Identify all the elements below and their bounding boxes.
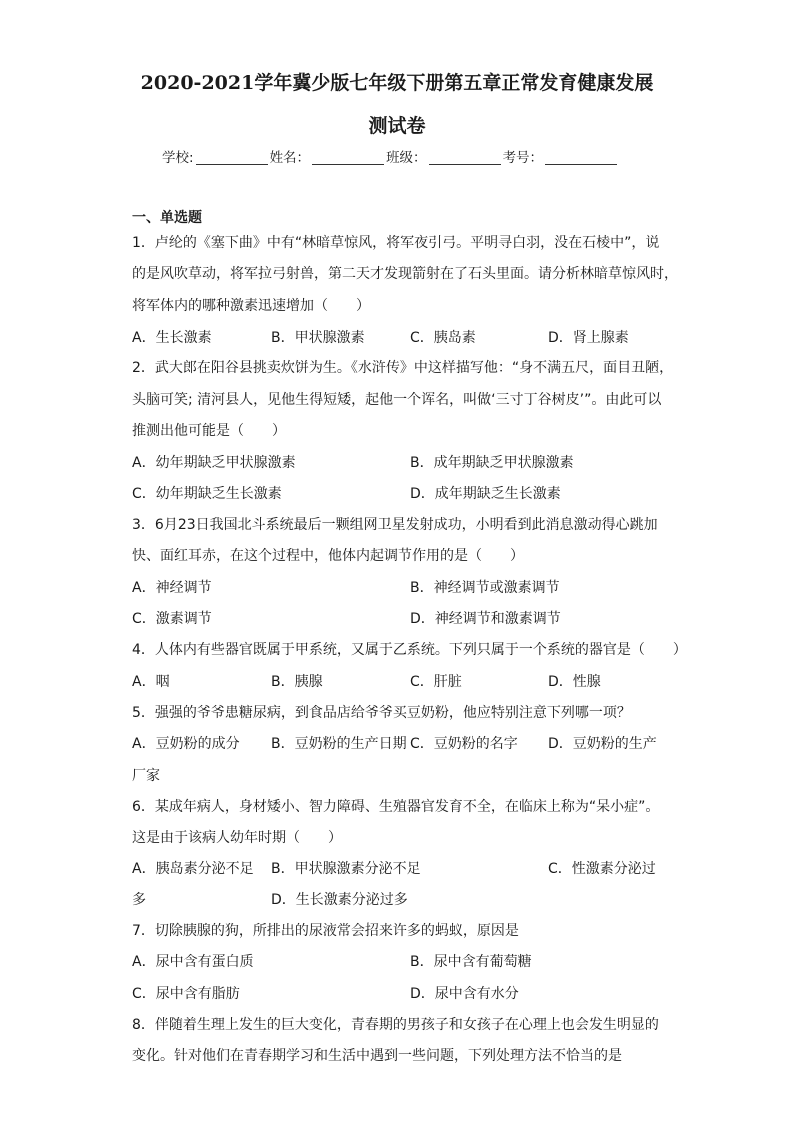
question-6-option-c-continued: 多: [132, 892, 146, 908]
page-title: 2020-2021学年冀少版七年级下册第五章正常发育健康发展: [140, 72, 654, 94]
question-5-option-a: A．豆奶粉的成分: [132, 736, 240, 752]
class-blank: [429, 150, 501, 165]
question-1-option-a: A．生长激素: [132, 330, 212, 346]
question-7-option-c: C．尿中含有脂肪: [132, 986, 240, 1002]
question-4-line-1: 4．人体内有些器官既属于甲系统，又属于乙系统。下列只属于一个系统的器官是（ ）: [132, 642, 687, 658]
name-blank: [312, 150, 384, 165]
question-2-line-3: 推测出他可能是（ ）: [132, 423, 286, 439]
section-heading: 一、单选题: [132, 210, 202, 226]
question-6-line-1: 6．某成年病人，身材矮小、智力障碍、生殖器官发育不全，在临床上称为“呆小症”。: [132, 799, 660, 815]
question-7-line-1: 7．切除胰腺的狗，所排出的尿液常会招来许多的蚂蚁，原因是: [132, 923, 519, 939]
question-7-option-d: D．尿中含有水分: [410, 986, 519, 1002]
question-1-line-3: 将军体内的哪种激素迅速增加（ ）: [132, 298, 370, 314]
school-blank: [196, 150, 268, 165]
school-label: 学校:: [162, 150, 194, 166]
question-3-option-d: D．神经调节和激素调节: [410, 611, 561, 627]
question-6-option-c: C．性激素分泌过: [548, 861, 656, 877]
question-5-option-c: C．豆奶粉的名字: [410, 736, 518, 752]
question-2-line-2: 头脑可笑; 清河县人，见他生得短矮，起他一个诨名，叫做‘三寸丁谷树皮’”。由此可以: [132, 392, 662, 408]
question-1-option-d: D．肾上腺素: [548, 330, 629, 346]
question-2-option-b: B．成年期缺乏甲状腺激素: [410, 455, 574, 471]
question-4-option-a: A．咽: [132, 674, 170, 690]
question-6-option-a: A．胰岛素分泌不足: [132, 861, 254, 877]
question-3-option-b: B．神经调节或激素调节: [410, 580, 560, 596]
question-5-option-d: D．豆奶粉的生产: [548, 736, 657, 752]
question-4-option-d: D．性腺: [548, 674, 601, 690]
question-3-line-2: 快、面红耳赤，在这个过程中，他体内起调节作用的是（ ）: [132, 548, 524, 564]
question-8-line-2: 变化。针对他们在青春期学习和生活中遇到一些问题，下列处理方法不恰当的是: [132, 1048, 622, 1064]
question-2-option-a: A．幼年期缺乏甲状腺激素: [132, 455, 296, 471]
class-label: 班级：: [386, 150, 427, 166]
number-label: 考号：: [502, 150, 544, 166]
question-2-line-1: 2．武大郎在阳谷县挑卖炊饼为生。《水浒传》中这样描写他：“身不满五尺，面目丑陋，: [132, 360, 674, 376]
question-2-option-d: D．成年期缺乏生长激素: [410, 486, 561, 502]
page-subtitle: 测试卷: [368, 115, 426, 137]
student-info-row: [162, 146, 619, 166]
question-6-option-b: B．甲状腺激素分泌不足: [271, 861, 421, 877]
question-1-line-1: 1．卢纶的《塞下曲》中有“林暗草惊风，将军夜引弓。平明寻白羽，没在石棱中”，说: [132, 235, 660, 251]
question-5-line-1: 5．强强的爷爷患糖尿病，到食品店给爷爷买豆奶粉，他应特别注意下列哪一项？: [132, 705, 631, 721]
question-1-option-b: B．甲状腺激素: [271, 330, 365, 346]
question-8-line-1: 8．伴随着生理上发生的巨大变化，青春期的男孩子和女孩子在心理上也会发生明显的: [132, 1017, 659, 1033]
question-2-option-c: C．幼年期缺乏生长激素: [132, 486, 282, 502]
question-7-option-b: B．尿中含有葡萄糖: [410, 954, 532, 970]
question-6-option-d: D．生长激素分泌过多: [271, 892, 408, 908]
question-3-line-1: 3．6月23日我国北斗系统最后一颗组网卫星发射成功，小明看到此消息激动得心跳加: [132, 517, 658, 533]
question-4-option-b: B．胰腺: [271, 674, 323, 690]
question-3-option-a: A．神经调节: [132, 580, 212, 596]
name-label: 姓名：: [269, 150, 311, 166]
question-6-line-2: 这是由于该病人幼年时期（ ）: [132, 830, 342, 846]
number-blank: [545, 150, 617, 165]
question-4-option-c: C．肝脏: [410, 674, 462, 690]
question-3-option-c: C．激素调节: [132, 611, 212, 627]
question-7-option-a: A．尿中含有蛋白质: [132, 954, 254, 970]
question-5-option-b: B．豆奶粉的生产日期: [271, 736, 407, 752]
question-1-line-2: 的是风吹草动，将军拉弓射兽，第二天才发现箭射在了石头里面。请分析林暗草惊风时，: [132, 266, 678, 282]
question-5-option-d-continued: 厂家: [132, 768, 160, 784]
question-1-option-c: C．胰岛素: [410, 330, 476, 346]
